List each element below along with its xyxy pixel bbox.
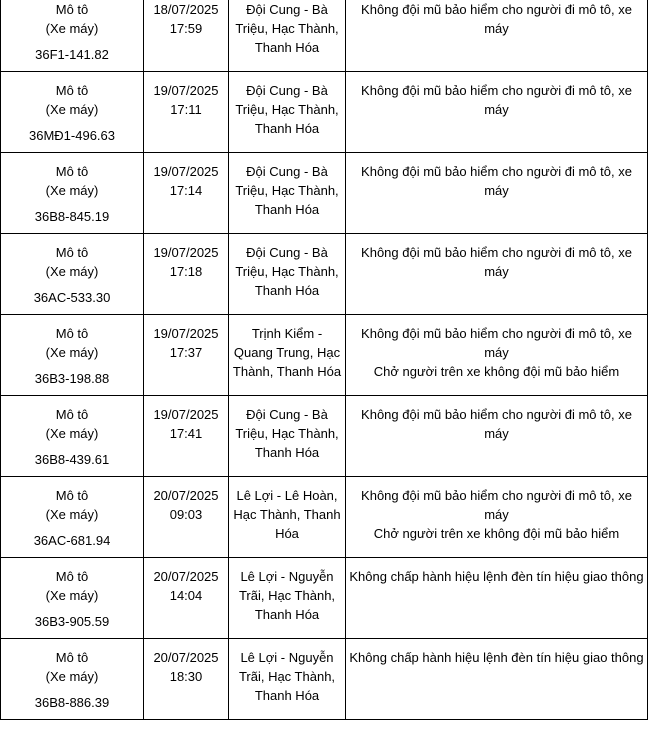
violation-description: Không đội mũ bảo hiểm cho người đi mô tô, xe máy xyxy=(361,488,632,522)
violation-time: 17:18 xyxy=(169,264,203,279)
license-plate: 36B3-905.59 xyxy=(34,614,110,629)
datetime-cell xyxy=(144,639,229,720)
violation-cell xyxy=(346,558,648,639)
violation-description: Không đội mũ bảo hiểm cho người đi mô tô, xe máy xyxy=(361,407,632,441)
violation-table-body xyxy=(1,0,648,720)
vehicle-cell xyxy=(1,153,144,234)
violation-cell xyxy=(346,477,648,558)
license-plate: 36AC-681.94 xyxy=(33,533,111,548)
datetime-cell xyxy=(144,558,229,639)
datetime-cell xyxy=(144,396,229,477)
violation-time: 18:30 xyxy=(169,669,203,684)
location-cell xyxy=(229,639,346,720)
location-cell xyxy=(229,72,346,153)
datetime-cell xyxy=(144,477,229,558)
violation-description: Không đội mũ bảo hiểm cho người đi mô tô, xe máy xyxy=(361,245,632,279)
vehicle-cell xyxy=(1,558,144,639)
violation-date: 20/07/2025 xyxy=(153,569,219,584)
vehicle-cell xyxy=(1,72,144,153)
vehicle-cell xyxy=(1,234,144,315)
location-cell xyxy=(229,396,346,477)
violation-location: Đội Cung - Bà Triệu, Hạc Thành, Thanh Hóa xyxy=(235,245,339,298)
violation-location: Lê Lợi - Nguyễn Trãi, Hạc Thành, Thanh Hóa xyxy=(238,569,336,622)
violation-date: 18/07/2025 xyxy=(153,2,219,17)
table-row xyxy=(1,639,648,720)
table-row xyxy=(1,234,648,315)
violation-date: 19/07/2025 xyxy=(153,164,219,179)
vehicle-type: Mô tô xyxy=(55,245,89,260)
violation-date: 19/07/2025 xyxy=(153,245,219,260)
vehicle-cell xyxy=(1,396,144,477)
license-plate: 36B3-198.88 xyxy=(34,371,110,386)
vehicle-type: Mô tô xyxy=(55,164,89,179)
location-cell xyxy=(229,477,346,558)
vehicle-type: Mô tô xyxy=(55,650,89,665)
table-row xyxy=(1,315,648,396)
datetime-cell xyxy=(144,234,229,315)
vehicle-subtype: (Xe máy) xyxy=(45,588,99,603)
violation-location: Lê Lợi - Lê Hoàn, Hạc Thành, Thanh Hóa xyxy=(233,488,341,541)
table-row xyxy=(1,72,648,153)
violation-description: Không đội mũ bảo hiểm cho người đi mô tô, xe máy xyxy=(361,164,632,198)
violation-date: 20/07/2025 xyxy=(153,488,219,503)
violation-description: Không đội mũ bảo hiểm cho người đi mô tô, xe máy xyxy=(361,2,632,36)
license-plate: 36B8-439.61 xyxy=(34,452,110,467)
violation-description: Không chấp hành hiệu lệnh đèn tín hiệu giao thông xyxy=(349,650,644,665)
violation-date: 19/07/2025 xyxy=(153,326,219,341)
vehicle-subtype: (Xe máy) xyxy=(45,507,99,522)
vehicle-cell xyxy=(1,0,144,72)
license-plate: 36MĐ1-496.63 xyxy=(29,128,115,143)
table-row xyxy=(1,477,648,558)
vehicle-subtype: (Xe máy) xyxy=(45,21,99,36)
license-plate: 36F1-141.82 xyxy=(35,47,109,62)
vehicle-type: Mô tô xyxy=(55,407,89,422)
vehicle-subtype: (Xe máy) xyxy=(45,669,99,684)
location-cell xyxy=(229,0,346,72)
violation-cell xyxy=(346,315,648,396)
violation-description: Không đội mũ bảo hiểm cho người đi mô tô, xe máy xyxy=(361,83,632,117)
datetime-cell xyxy=(144,315,229,396)
vehicle-cell xyxy=(1,639,144,720)
vehicle-cell xyxy=(1,315,144,396)
location-cell xyxy=(229,234,346,315)
table-row xyxy=(1,558,648,639)
violation-cell xyxy=(346,72,648,153)
vehicle-subtype: (Xe máy) xyxy=(45,183,99,198)
license-plate: 36B8-845.19 xyxy=(34,209,110,224)
violation-location: Đội Cung - Bà Triệu, Hạc Thành, Thanh Hóa xyxy=(235,83,339,136)
violation-time: 17:59 xyxy=(169,21,203,36)
location-cell xyxy=(229,558,346,639)
violation-description: Không chấp hành hiệu lệnh đèn tín hiệu giao thông xyxy=(349,569,644,584)
table-row xyxy=(1,153,648,234)
violation-date: 19/07/2025 xyxy=(153,83,219,98)
license-plate: 36B8-886.39 xyxy=(34,695,110,710)
vehicle-type: Mô tô xyxy=(55,83,89,98)
violation-description: Chở người trên xe không đội mũ bảo hiểm xyxy=(373,526,620,541)
vehicle-subtype: (Xe máy) xyxy=(45,102,99,117)
violation-location: Đội Cung - Bà Triệu, Hạc Thành, Thanh Hóa xyxy=(235,2,339,55)
violation-description: Chở người trên xe không đội mũ bảo hiểm xyxy=(373,364,620,379)
license-plate: 36AC-533.30 xyxy=(33,290,111,305)
violation-time: 09:03 xyxy=(169,507,203,522)
location-cell xyxy=(229,153,346,234)
vehicle-type: Mô tô xyxy=(55,488,89,503)
violation-cell xyxy=(346,396,648,477)
table-row xyxy=(1,0,648,72)
vehicle-type: Mô tô xyxy=(55,2,89,17)
violation-time: 14:04 xyxy=(169,588,203,603)
vehicle-subtype: (Xe máy) xyxy=(45,264,99,279)
datetime-cell xyxy=(144,72,229,153)
vehicle-cell xyxy=(1,477,144,558)
violation-date: 19/07/2025 xyxy=(153,407,219,422)
vehicle-type: Mô tô xyxy=(55,569,89,584)
violation-location: Đội Cung - Bà Triệu, Hạc Thành, Thanh Hóa xyxy=(235,164,339,217)
violation-time: 17:11 xyxy=(170,102,202,117)
vehicle-subtype: (Xe máy) xyxy=(45,426,99,441)
violation-cell xyxy=(346,0,648,72)
datetime-cell xyxy=(144,0,229,72)
violation-cell xyxy=(346,153,648,234)
location-cell xyxy=(229,315,346,396)
table-row xyxy=(1,396,648,477)
violation-time: 17:14 xyxy=(169,183,203,198)
violation-cell xyxy=(346,234,648,315)
violation-location: Trịnh Kiểm - Quang Trung, Hạc Thành, Thanh Hóa xyxy=(232,326,342,379)
violation-cell xyxy=(346,639,648,720)
violation-description: Không đội mũ bảo hiểm cho người đi mô tô, xe máy xyxy=(361,326,632,360)
vehicle-type: Mô tô xyxy=(55,326,89,341)
violation-location: Đội Cung - Bà Triệu, Hạc Thành, Thanh Hóa xyxy=(235,407,339,460)
violation-date: 20/07/2025 xyxy=(153,650,219,665)
violation-location: Lê Lợi - Nguyễn Trãi, Hạc Thành, Thanh Hóa xyxy=(238,650,336,703)
datetime-cell xyxy=(144,153,229,234)
vehicle-subtype: (Xe máy) xyxy=(45,345,99,360)
violation-time: 17:37 xyxy=(169,345,203,360)
violation-time: 17:41 xyxy=(169,426,203,441)
